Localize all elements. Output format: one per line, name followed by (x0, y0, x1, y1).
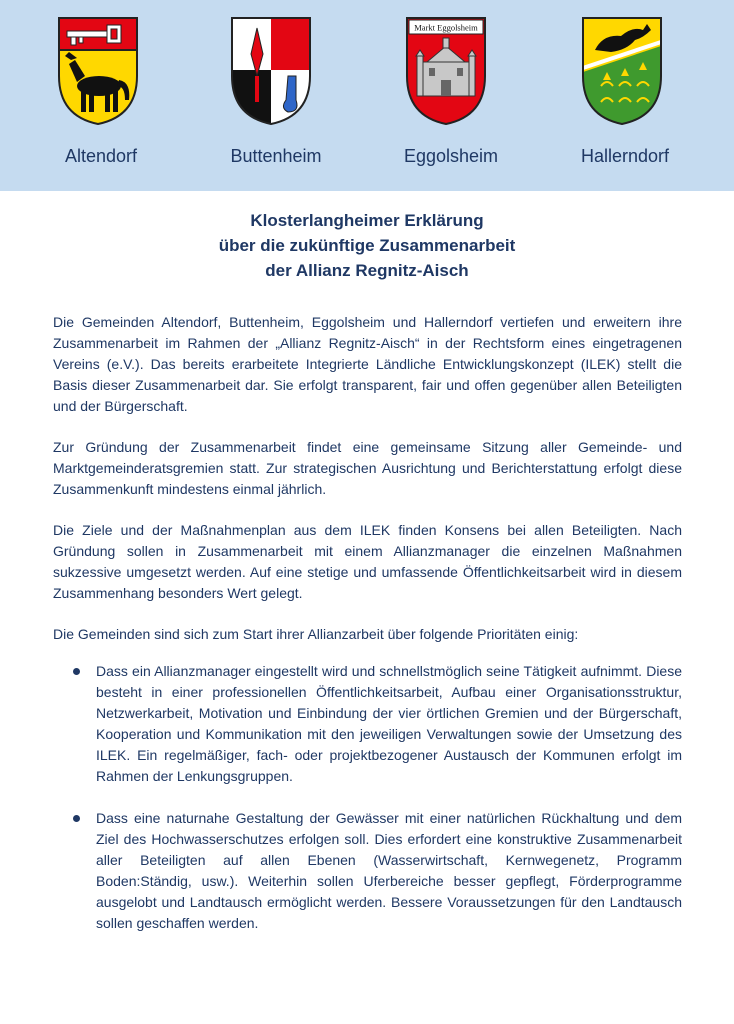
list-item-text: Dass eine naturnahe Gestaltung der Gewässer mit einer natürlichen Rückhaltung und dem Ziel des Hochwasserschutzes erfolgen soll. Dies erfordert eine konstruktive Zusammenarbeit aller Beteiligten auf allen Ebenen (Wasserwirtschaft, Kernwegenetz, Programm Boden:Ständig, usw.). Weiterhin sollen Uferbereiche besser gepflegt, Förderprogramme ausgelobt und Landtausch ermöglicht werden. Bessere Voraussetzungen für den Landtausch sollen geschaffen werden. (96, 810, 682, 931)
list-item-text: Dass ein Allianzmanager eingestellt wird und schnellstmöglich seine Tätigkeit aufnimmt. Diese besteht in einer professionellen Öffentlichkeitsarbeit, Aufbau einer Organisationsstruktur, Netzwerkarbeit, Motivation und Einbindung der vier örtlichen Gremien und der Bürgerschaft, Kooperation und Kommunikation mit den jeweiligen Verwaltungen sowie der Umsetzung des ILEK. Ein regelmäßiger, fach- oder projektbezogener Austausch der Kommunen erfolgt im Rahmen der Lenkungsgruppen. (96, 663, 682, 784)
eggolsheim-crest-text: Markt Eggolsheim (414, 22, 478, 33)
bullet-icon (73, 815, 80, 822)
title-line-2: über die zukünftige Zusammenarbeit (218, 236, 516, 255)
list-item (53, 808, 682, 934)
paragraph-4: Die Gemeinden sind sich zum Start ihrer Allianzarbeit über folgende Prioritäten einig: (53, 626, 579, 642)
municipality-name-eggolsheim: Eggolsheim (403, 146, 499, 166)
title-line-1: Klosterlangheimer Erklärung (250, 211, 484, 230)
municipality-name-hallerndorf: Hallerndorf (580, 146, 670, 166)
paragraph-2: Zur Gründung der Zusammenarbeit findet eine gemeinsame Sitzung aller Gemeinde- und Marktgemeinderatsgremien statt. Zur strategischen Ausrichtung und Berichterstattung erfolgt diese Zusammenkunft mindestens einmal jährlich. (53, 439, 682, 497)
list-item (53, 661, 682, 787)
bullet-icon (73, 668, 80, 675)
buttenheim-crest-icon (230, 16, 312, 126)
paragraph-3: Die Ziele und der Maßnahmenplan aus dem ILEK finden Konsens bei allen Beteiligten. Nach Gründung sollen in Zusammenarbeit mit einem Allianzmanager die einzelnen Maßnahmen sukzessive umgesetzt werden. Auf eine stetige und umfassende Öffentlichkeitsarbeit wird in diesem Zusammenhang besonders Wert gelegt. (53, 522, 682, 601)
eggolsheim-crest-icon (405, 16, 487, 126)
altendorf-crest-icon (57, 16, 139, 126)
document-body (53, 312, 682, 955)
priority-list (53, 661, 682, 934)
title-line-3: der Allianz Regnitz-Aisch (265, 261, 469, 280)
municipality-name-buttenheim: Buttenheim (230, 146, 322, 166)
header-banner (0, 0, 734, 191)
hallerndorf-crest-icon (581, 16, 663, 126)
municipality-name-altendorf: Altendorf (64, 146, 138, 166)
paragraph-1: Die Gemeinden Altendorf, Buttenheim, Eggolsheim und Hallerndorf vertiefen und erweitern ihre Zusammenarbeit im Rahmen der „Allianz Regnitz-Aisch“ in der Rechtsform eines eingetragenen Vereins (e.V.). Das bereits erarbeitete Integrierte Ländliche Entwicklungskonzept (ILEK) stellt die Basis dieser Zusammenarbeit dar. Sie erfolgt transparent, fair und offen gegenüber allen Beteiligten und der Bürgerschaft. (53, 314, 682, 414)
document-title (0, 208, 734, 283)
